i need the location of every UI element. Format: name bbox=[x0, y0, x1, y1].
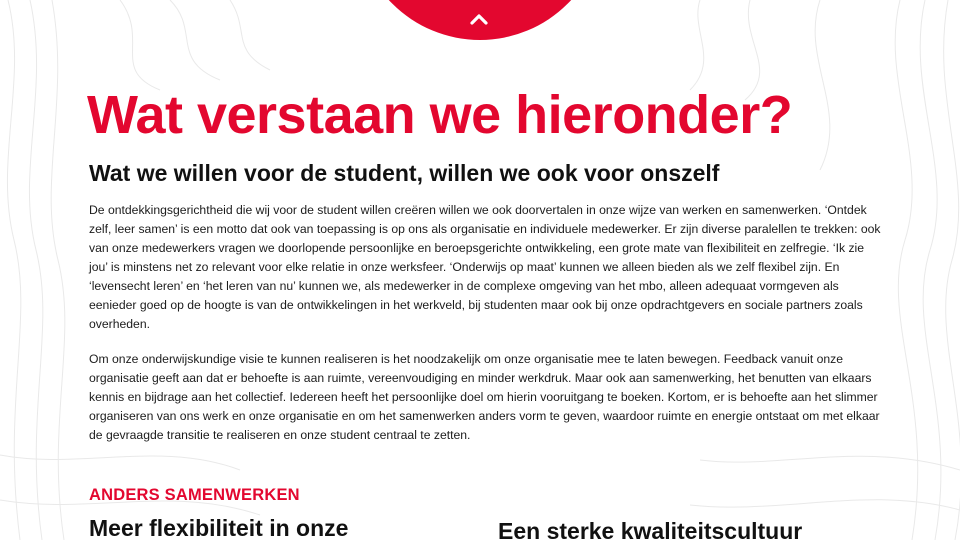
chevron-up-icon bbox=[470, 13, 488, 25]
right-column-heading: Een sterke kwaliteitscultuur bbox=[498, 518, 803, 540]
page-title: Wat verstaan we hieronder? bbox=[87, 85, 793, 145]
left-column-heading: Meer flexibiliteit in onze bbox=[89, 515, 349, 540]
section-label: ANDERS SAMENWERKEN bbox=[89, 486, 300, 504]
page-subtitle: Wat we willen voor de student, willen we ook voor onszelf bbox=[89, 160, 720, 186]
scroll-up-button[interactable] bbox=[464, 6, 494, 32]
intro-paragraph: De ontdekkingsgerichtheid die wij voor de student willen creëren willen we ook doorvertalen in onze wijze van werken en samenwerken. ‘Ontdek zelf, leer samen’ is een motto dat ook van toepassing is op ons als organisatie en individuele medewerker. Er zijn diverse paralellen te trekken: ook van onze medewerkers vragen we doorlopende persoonlijke en beroepsgerichte ontwikkeling, een grote mate van flexibiliteit en zelfregie. ‘Ik zie jou’ is minstens net zo relevant voor elke relatie in onze werksfeer. ‘Onderwijs op maat’ kunnen we alleen bieden als we zelf flexibel zijn. En ‘levensecht leren’ en ‘het leren van nu’ kunnen we, als medewerker in de complexe omgeving van het mbo, alleen adequaat vormgeven als eenieder goed op de hoogte is van de ontwikkelingen in het werkveld, bij studenten maar ook bij onze opdrachtgevers en sociale partners zoals overheden. bbox=[89, 203, 881, 331]
body-paragraph: Om onze onderwijskundige visie te kunnen realiseren is het noodzakelijk om onze organisatie mee te laten bewegen. Feedback vanuit onze organisatie geeft aan dat er behoefte is aan ruimte, vereenvoudiging en minder werkdruk. Maar ook aan samenwerking, het benutten van elkaars kennis en bijdrage aan het collectief. Iedereen heeft het persoonlijke doel om hierin vooruitgang te boeken. Kortom, er is behoefte aan het slimmer organiseren van ons werk en onze organisatie en om het samenwerken anders vorm te geven, waardoor ruimte en energie ontstaat om met elkaar de gevraagde transitie te realiseren en onze student centraal te zetten. bbox=[89, 352, 880, 442]
